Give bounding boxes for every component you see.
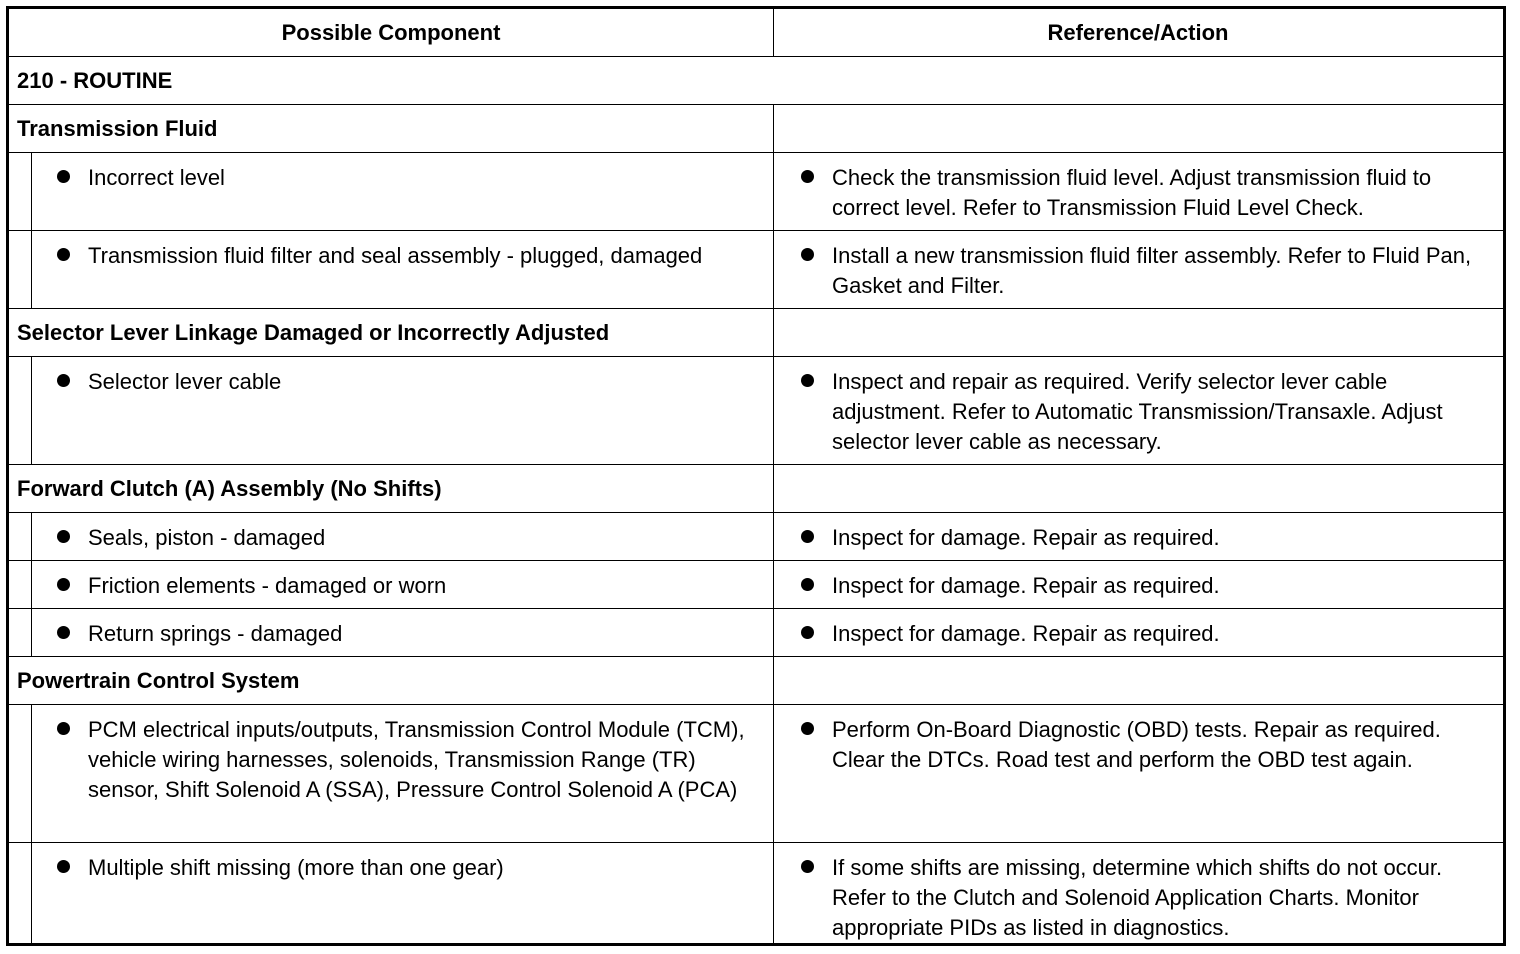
- section-title: Forward Clutch (A) Assembly (No Shifts): [17, 475, 442, 501]
- diagnostic-table: [6, 6, 1506, 946]
- bullet-icon: [57, 374, 70, 387]
- action-text: Inspect for damage. Repair as required.: [832, 621, 1220, 646]
- bullet-icon: [57, 170, 70, 183]
- component-text: Return springs - damaged: [88, 621, 343, 646]
- bullet-icon: [801, 626, 814, 639]
- bullet-icon: [801, 578, 814, 591]
- table-row: [9, 561, 1503, 609]
- section-row: [9, 465, 1503, 513]
- section-title: Selector Lever Linkage Damaged or Incorrectly Adjusted: [17, 319, 610, 345]
- table-row: [9, 609, 1503, 657]
- action-text: Install a new transmission fluid filter assembly. Refer to Fluid Pan, Gasket and Filter.: [832, 243, 1472, 298]
- component-text: Seals, piston - damaged: [88, 525, 326, 550]
- header-reference-action: Reference/Action: [1047, 19, 1229, 45]
- bullet-icon: [801, 860, 814, 873]
- bullet-icon: [801, 374, 814, 387]
- component-text: Transmission fluid filter and seal assembly - plugged, damaged: [88, 243, 703, 268]
- section-title: Transmission Fluid: [17, 115, 218, 141]
- table-row: [9, 705, 1503, 843]
- table-row: [9, 843, 1503, 943]
- bullet-icon: [801, 530, 814, 543]
- action-text: Check the transmission fluid level. Adjust transmission fluid to correct level. Refer to Transmission Fluid Level Check.: [832, 165, 1432, 220]
- component-text: PCM electrical inputs/outputs, Transmission Control Module (TCM), vehicle wiring harnesses, solenoids, Transmission Range (TR) sensor, Shift Solenoid A (SSA), Pressure Control Solenoid A (PCA): [88, 717, 745, 802]
- section-row: [9, 105, 1503, 153]
- section-title: Powertrain Control System: [17, 667, 300, 693]
- table-row: [9, 153, 1503, 231]
- bullet-icon: [801, 248, 814, 261]
- action-text: Inspect and repair as required. Verify selector lever cable adjustment. Refer to Automatic Transmission/Transaxle. Adjust selector lever cable as necessary.: [832, 369, 1443, 454]
- bullet-icon: [801, 722, 814, 735]
- component-text: Multiple shift missing (more than one gear): [88, 855, 504, 880]
- table-row: [9, 231, 1503, 309]
- action-text: Inspect for damage. Repair as required.: [832, 525, 1220, 550]
- action-text: Perform On-Board Diagnostic (OBD) tests. Repair as required. Clear the DTCs. Road test and perform the OBD test again.: [832, 717, 1441, 772]
- table-row: [9, 513, 1503, 561]
- section-row: [9, 309, 1503, 357]
- component-text: Friction elements - damaged or worn: [88, 573, 447, 598]
- action-text: Inspect for damage. Repair as required.: [832, 573, 1220, 598]
- bullet-icon: [57, 530, 70, 543]
- component-text: Incorrect level: [88, 165, 225, 190]
- header-possible-component: Possible Component: [281, 19, 501, 45]
- bullet-icon: [801, 170, 814, 183]
- routine-title: 210 - ROUTINE: [17, 67, 173, 93]
- bullet-icon: [57, 626, 70, 639]
- table-row: [9, 357, 1503, 465]
- section-row: [9, 657, 1503, 705]
- table-header-row: [9, 9, 1503, 57]
- bullet-icon: [57, 722, 70, 735]
- action-text: If some shifts are missing, determine which shifts do not occur. Refer to the Clutch and Solenoid Application Charts. Monitor appropriate PIDs as listed in diagnostics.: [832, 855, 1443, 940]
- component-text: Selector lever cable: [88, 369, 282, 394]
- bullet-icon: [57, 578, 70, 591]
- bullet-icon: [57, 248, 70, 261]
- routine-row: [9, 57, 1503, 105]
- bullet-icon: [57, 860, 70, 873]
